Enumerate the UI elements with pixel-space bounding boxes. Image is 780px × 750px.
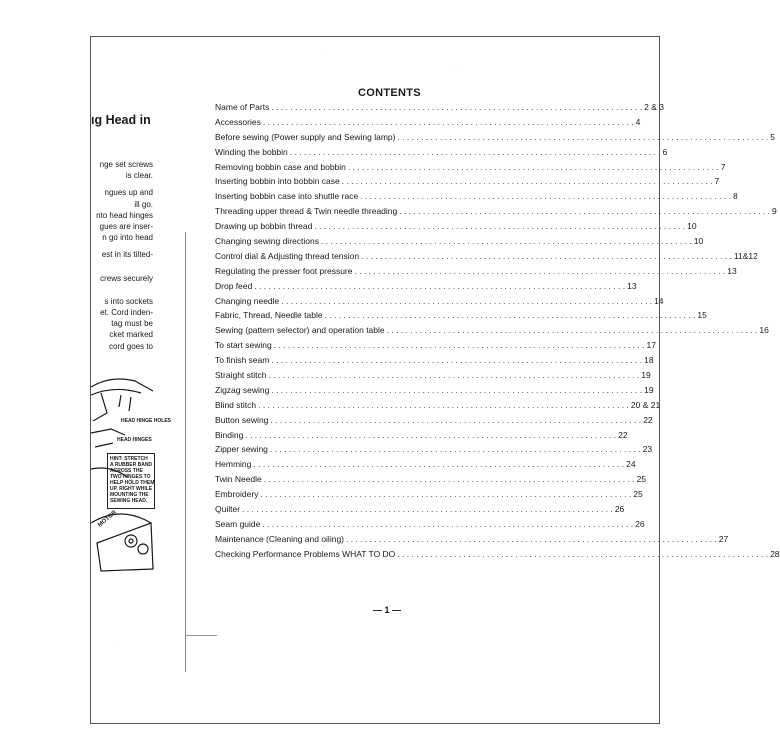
toc-entry-page: 27	[718, 533, 729, 544]
toc-entry-label: Embroidery	[215, 489, 259, 500]
toc-leader-dots	[271, 100, 642, 115]
toc-entry-label: Sewing (pattern selector) and operation table	[215, 325, 385, 336]
toc-leader-dots	[270, 442, 641, 457]
toc-entry-label: Winding the bobbin	[215, 146, 288, 157]
scan-speck: ·	[117, 641, 119, 647]
toc-leader-dots	[254, 279, 625, 294]
toc-entry	[215, 368, 651, 383]
toc-entry	[215, 323, 769, 338]
toc-entry	[215, 234, 704, 249]
toc-leader-dots	[274, 338, 645, 353]
fragment-line: tag must be	[111, 319, 153, 329]
toc-entry	[215, 457, 636, 472]
toc-entry-page: 10	[693, 236, 704, 247]
toc-entry-page: 9	[772, 206, 777, 217]
toc-entry-label: Drawing up bobbin thread	[215, 221, 313, 232]
page-divider-line	[185, 232, 186, 672]
toc-entry	[215, 100, 664, 115]
toc-leader-dots	[271, 383, 642, 398]
toc-leader-dots	[361, 249, 732, 264]
toc-entry-page: 5	[770, 131, 775, 142]
toc-leader-dots	[387, 323, 758, 338]
toc-entry-label: To finish seam	[215, 355, 270, 366]
toc-entry-label: Zipper sewing	[215, 444, 268, 455]
manual-page	[90, 36, 780, 724]
toc-leader-dots	[360, 189, 731, 204]
hint-line: HINT: STRETCH	[110, 456, 148, 462]
toc-entry	[215, 264, 737, 279]
fragment-heading: ıg Head in	[91, 113, 151, 127]
fragment-line: gues are inser-	[99, 222, 153, 232]
toc-entry	[215, 279, 637, 294]
toc-leader-dots	[346, 532, 717, 547]
toc-leader-dots	[269, 368, 640, 383]
toc-entry-page: 16	[759, 325, 769, 336]
toc-entry-page: 18	[644, 355, 654, 366]
toc-entry	[215, 398, 661, 413]
toc-entry-label: Control dial & Adjusting thread tension	[215, 250, 360, 261]
scan-speck: ·	[325, 49, 327, 55]
toc-leader-dots	[281, 294, 652, 309]
toc-entry-page: 4	[635, 116, 641, 127]
toc-entry	[215, 413, 653, 428]
toc-entry	[215, 294, 664, 309]
toc-leader-dots	[260, 487, 631, 502]
toc-entry-label: Hemming	[215, 459, 252, 470]
toc-entry-page: 28	[770, 548, 780, 559]
toc-entry	[215, 308, 707, 323]
fragment-line: cord goes to	[108, 341, 153, 351]
toc-entry	[215, 160, 726, 175]
toc-entry	[215, 189, 738, 204]
toc-entry	[215, 532, 729, 547]
toc-entry-label: Quilter	[215, 504, 241, 515]
hint-line: UP. RIGHT WHILE	[110, 486, 153, 492]
toc-leader-dots	[399, 204, 770, 219]
fragment-line: cket marked	[109, 330, 153, 340]
hint-line: TWO HINGES TO	[110, 474, 151, 480]
toc-entry-page: 6	[662, 146, 668, 157]
hint-box	[107, 453, 155, 509]
toc-leader-dots	[245, 428, 616, 443]
toc-entry	[215, 145, 668, 160]
fragment-line: ngues up and	[104, 188, 153, 198]
contents-title: CONTENTS	[358, 87, 421, 99]
toc-entry	[215, 204, 777, 219]
fragment-text	[91, 159, 153, 352]
toc-leader-dots	[342, 174, 713, 189]
toc-entry	[215, 174, 720, 189]
fragment-line: ill go.	[134, 199, 153, 209]
toc-entry-page: 20 & 21	[630, 399, 661, 410]
toc-entry-page: 25	[633, 489, 643, 500]
toc-entry	[215, 383, 654, 398]
fragment-line: n go into head	[102, 233, 153, 243]
toc-entry	[215, 219, 697, 234]
page-number: — 1 —	[373, 605, 402, 615]
toc-entry-page: 11&12	[733, 250, 758, 261]
toc-leader-dots	[270, 413, 641, 428]
toc-entry-page: 19	[641, 370, 651, 381]
toc-entry	[215, 249, 758, 264]
toc-entry-page: 23	[642, 444, 653, 455]
toc-entry-label: Removing bobbin case and bobbin	[215, 161, 346, 172]
toc-entry-label: Zigzag sewing	[215, 384, 270, 395]
fragment-line: nge set screws	[99, 160, 153, 169]
toc-entry-label: Maintenance (Cleaning and oiling)	[215, 533, 344, 544]
toc-entry	[215, 442, 653, 457]
toc-entry-label: Accessories	[215, 116, 261, 127]
toc-entry-label: Inserting bobbin into bobbin case	[215, 176, 340, 187]
fragment-line: et. Cord inden-	[100, 308, 153, 318]
toc-entry-page: 26	[635, 518, 645, 529]
toc-leader-dots	[348, 160, 719, 175]
toc-leader-dots	[271, 353, 642, 368]
toc-entry	[215, 130, 775, 145]
toc-entry-page: 22	[643, 414, 653, 425]
toc-entry-label: Fabric, Thread, Needle table	[215, 310, 323, 321]
toc-entry-label: Name of Parts	[215, 102, 270, 112]
toc-entry	[215, 517, 645, 532]
toc-entry-label: Drop feed	[215, 280, 253, 291]
table-of-contents	[215, 100, 780, 562]
toc-entry-page: 2 & 3	[644, 102, 664, 112]
previous-page-fragment	[91, 37, 172, 723]
toc-entry-page: 13	[727, 265, 737, 276]
hint-line: ACROSS THE	[110, 468, 143, 474]
toc-leader-dots	[325, 308, 696, 323]
toc-entry-label: Inserting bobbin case into shuttle race	[215, 191, 359, 202]
toc-entry-page: 8	[732, 191, 738, 202]
toc-entry-label: Binding	[215, 429, 244, 440]
toc-entry-page: 17	[646, 340, 656, 351]
toc-entry-label: Regulating the presser foot pressure	[215, 265, 353, 276]
toc-leader-dots	[397, 547, 768, 562]
toc-entry	[215, 338, 656, 353]
toc-entry-page: 14	[654, 295, 664, 306]
hint-line: SEWING HEAD.	[110, 498, 148, 504]
toc-leader-dots	[264, 472, 635, 487]
hint-line: MOUNTING THE	[110, 492, 149, 498]
toc-entry	[215, 353, 654, 368]
fragment-line: s into sockets	[104, 296, 153, 306]
page-divider-tick	[185, 635, 217, 636]
head-hinge-holes-label: HEAD HINGE HOLES	[121, 418, 172, 424]
toc-leader-dots	[242, 502, 613, 517]
fragment-line: est in its tilted-	[101, 250, 153, 260]
toc-entry-page: 7	[720, 161, 726, 172]
scan-speck: ·	[455, 67, 457, 73]
toc-entry	[215, 428, 628, 443]
toc-leader-dots	[290, 145, 661, 160]
toc-entry-label: Changing sewing directions	[215, 236, 319, 247]
fragment-line: crews securely	[100, 273, 153, 283]
toc-entry-page: 22	[618, 429, 628, 440]
fragment-line: is clear.	[125, 171, 153, 181]
toc-entry-page: 26	[614, 504, 625, 515]
toc-leader-dots	[355, 264, 726, 279]
toc-leader-dots	[397, 130, 768, 145]
toc-entry-label: Blind stitch	[215, 399, 257, 410]
toc-entry	[215, 502, 625, 517]
motor-label: MOTOR	[97, 509, 119, 529]
hint-line: HELP HOLD THEM	[110, 480, 155, 486]
toc-entry-label: Changing needle	[215, 295, 280, 306]
toc-entry-label: Straight stitch	[215, 370, 267, 381]
toc-entry	[215, 115, 641, 130]
toc-entry-label: To start sewing	[215, 340, 272, 351]
toc-entry-label: Seam guide	[215, 518, 261, 529]
toc-entry-label: Before sewing (Power supply and Sewing lamp)	[215, 131, 396, 142]
toc-entry	[215, 547, 780, 562]
toc-leader-dots	[321, 234, 692, 249]
toc-leader-dots	[253, 457, 624, 472]
toc-entry-page: 15	[697, 310, 707, 321]
toc-entry	[215, 487, 643, 502]
toc-entry-page: 24	[626, 459, 636, 470]
toc-entry-page: 10	[687, 221, 697, 232]
head-hinges-label: HEAD HINGES	[117, 437, 152, 443]
toc-leader-dots	[258, 398, 629, 413]
toc-entry-page: 19	[644, 384, 654, 395]
toc-entry-label: Threading upper thread & Twin needle threading	[215, 206, 398, 217]
toc-entry-page: 25	[636, 474, 647, 485]
toc-entry-page: 7	[714, 176, 720, 187]
fragment-line: nto head hinges	[96, 210, 153, 220]
toc-leader-dots	[314, 219, 685, 234]
toc-entry-label: Checking Performance Problems WHAT TO DO	[215, 548, 396, 559]
toc-entry	[215, 472, 647, 487]
toc-entry-label: Twin Needle	[215, 474, 262, 485]
hint-line: A RUBBER BAND	[110, 462, 153, 468]
toc-leader-dots	[263, 115, 634, 130]
toc-entry-label: Button sewing	[215, 414, 269, 425]
toc-leader-dots	[262, 517, 633, 532]
toc-entry-page: 13	[627, 280, 637, 291]
